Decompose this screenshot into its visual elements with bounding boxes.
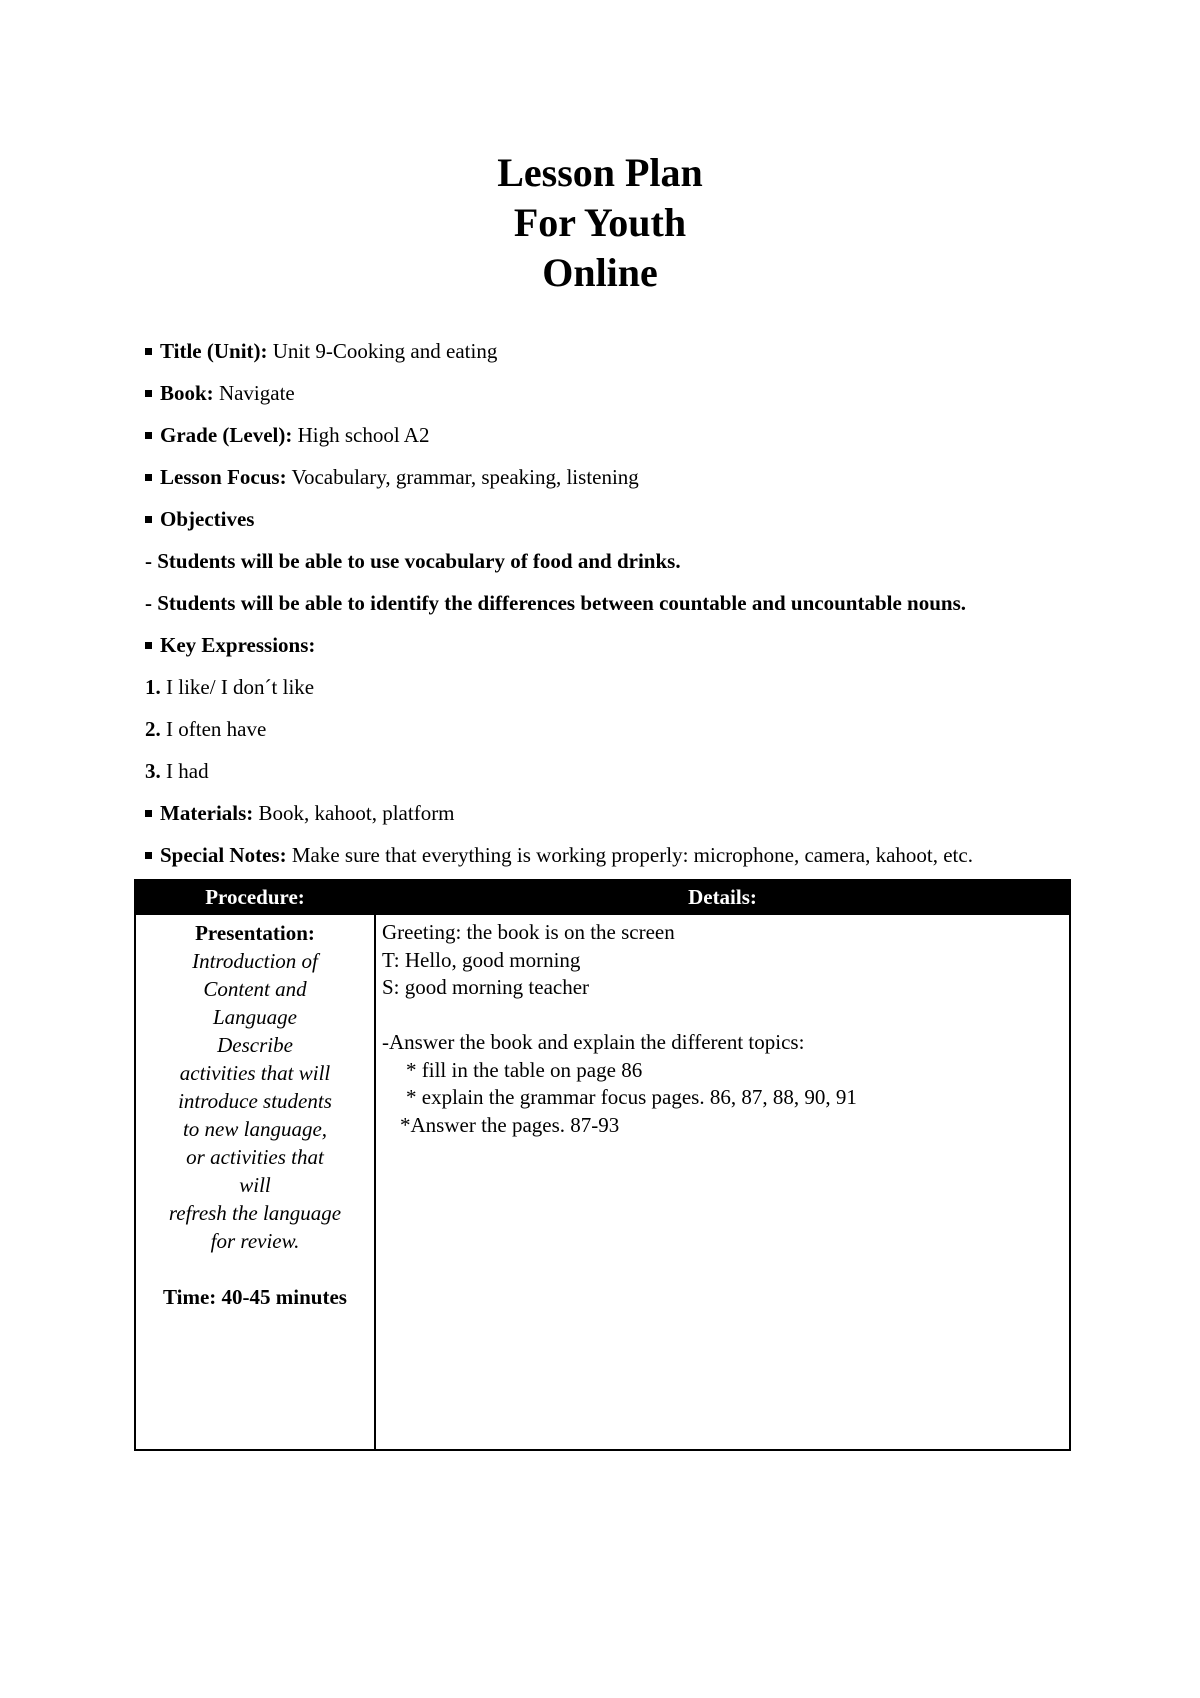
expression-number: 1.	[145, 675, 161, 699]
field-objectives	[145, 498, 1145, 540]
title-line-3: Online	[542, 250, 658, 295]
presentation-line: Language	[213, 1005, 297, 1029]
expression-text: I had	[166, 759, 209, 783]
square-bullet-icon	[145, 432, 152, 439]
presentation-heading: Presentation:	[195, 921, 315, 945]
field-label: Book:	[160, 381, 214, 405]
field-label: Title (Unit):	[160, 339, 268, 363]
title-line-2: For Youth	[513, 200, 687, 245]
presentation-line: Introduction of	[192, 949, 318, 973]
header-details: Details:	[375, 880, 1070, 914]
detail-teacher: T: Hello, good morning	[382, 947, 581, 972]
detail-item-2: * explain the grammar focus pages. 86, 87, 88, 90, 91	[406, 1085, 857, 1109]
objective-2: - Students will be able to identify the differences between countable and uncountable nouns.	[145, 591, 967, 615]
field-label: Special Notes:	[160, 843, 287, 867]
table-row	[135, 914, 1070, 1450]
field-label: Grade (Level):	[160, 423, 293, 447]
objective-1: - Students will be able to use vocabulary of food and drinks.	[145, 549, 681, 573]
presentation-line: or activities that	[186, 1145, 324, 1169]
field-label: Objectives	[160, 507, 255, 531]
presentation-line: Content and	[203, 977, 307, 1001]
field-materials	[145, 792, 1145, 834]
presentation-line: for review.	[210, 1229, 300, 1253]
field-grade-level	[145, 414, 1145, 456]
square-bullet-icon	[145, 852, 152, 859]
presentation-line: introduce students	[178, 1089, 332, 1113]
square-bullet-icon	[145, 390, 152, 397]
time-label: Time: 40-45 minutes	[163, 1285, 347, 1309]
presentation-line: refresh the language	[168, 1201, 342, 1225]
field-value: Book, kahoot, platform	[258, 801, 455, 825]
field-label: Lesson Focus:	[160, 465, 287, 489]
detail-spacer	[382, 1002, 1063, 1030]
expression-number: 2.	[145, 717, 161, 741]
presentation-line: will	[239, 1173, 271, 1197]
field-label: Key Expressions:	[160, 633, 316, 657]
field-value: Navigate	[218, 381, 295, 405]
key-expression-3	[145, 750, 1145, 792]
key-expression-1	[145, 666, 1145, 708]
detail-answer: -Answer the book and explain the different topics:	[382, 1030, 805, 1054]
field-book	[145, 372, 1145, 414]
field-value: High school A2	[297, 423, 430, 447]
detail-item-1: * fill in the table on page 86	[406, 1057, 643, 1082]
presentation-line: to new language,	[182, 1117, 328, 1141]
square-bullet-icon	[145, 348, 152, 355]
square-bullet-icon	[145, 642, 152, 649]
table-header-row	[135, 880, 1070, 914]
field-label: Materials:	[160, 801, 254, 825]
presentation-line: Describe	[217, 1033, 293, 1057]
detail-item-3: *Answer the pages. 87-93	[400, 1112, 620, 1137]
detail-greeting: Greeting: the book is on the screen	[382, 920, 675, 944]
field-title-unit	[145, 330, 1145, 372]
square-bullet-icon	[145, 516, 152, 523]
details-cell	[375, 914, 1070, 1450]
title-line-1: Lesson Plan	[497, 150, 703, 195]
field-key-expressions	[145, 624, 1145, 666]
header-procedure: Procedure:	[135, 880, 375, 914]
expression-text: I often have	[166, 717, 267, 741]
detail-student: S: good morning teacher	[382, 975, 590, 999]
lesson-fields	[145, 330, 1145, 876]
document-title	[0, 148, 1200, 298]
square-bullet-icon	[145, 474, 152, 481]
square-bullet-icon	[145, 810, 152, 817]
procedure-table	[134, 879, 1071, 1451]
field-lesson-focus	[145, 456, 1145, 498]
expression-number: 3.	[145, 759, 161, 783]
field-value: Vocabulary, grammar, speaking, listening	[291, 465, 639, 489]
field-special-notes	[145, 834, 1145, 876]
field-value: Unit 9-Cooking and eating	[272, 339, 498, 363]
procedure-cell	[135, 914, 375, 1450]
expression-text: I like/ I don´t like	[166, 675, 315, 699]
presentation-line: activities that will	[179, 1061, 331, 1085]
key-expression-2	[145, 708, 1145, 750]
field-value: Make sure that everything is working properly: microphone, camera, kahoot, etc.	[291, 843, 973, 867]
